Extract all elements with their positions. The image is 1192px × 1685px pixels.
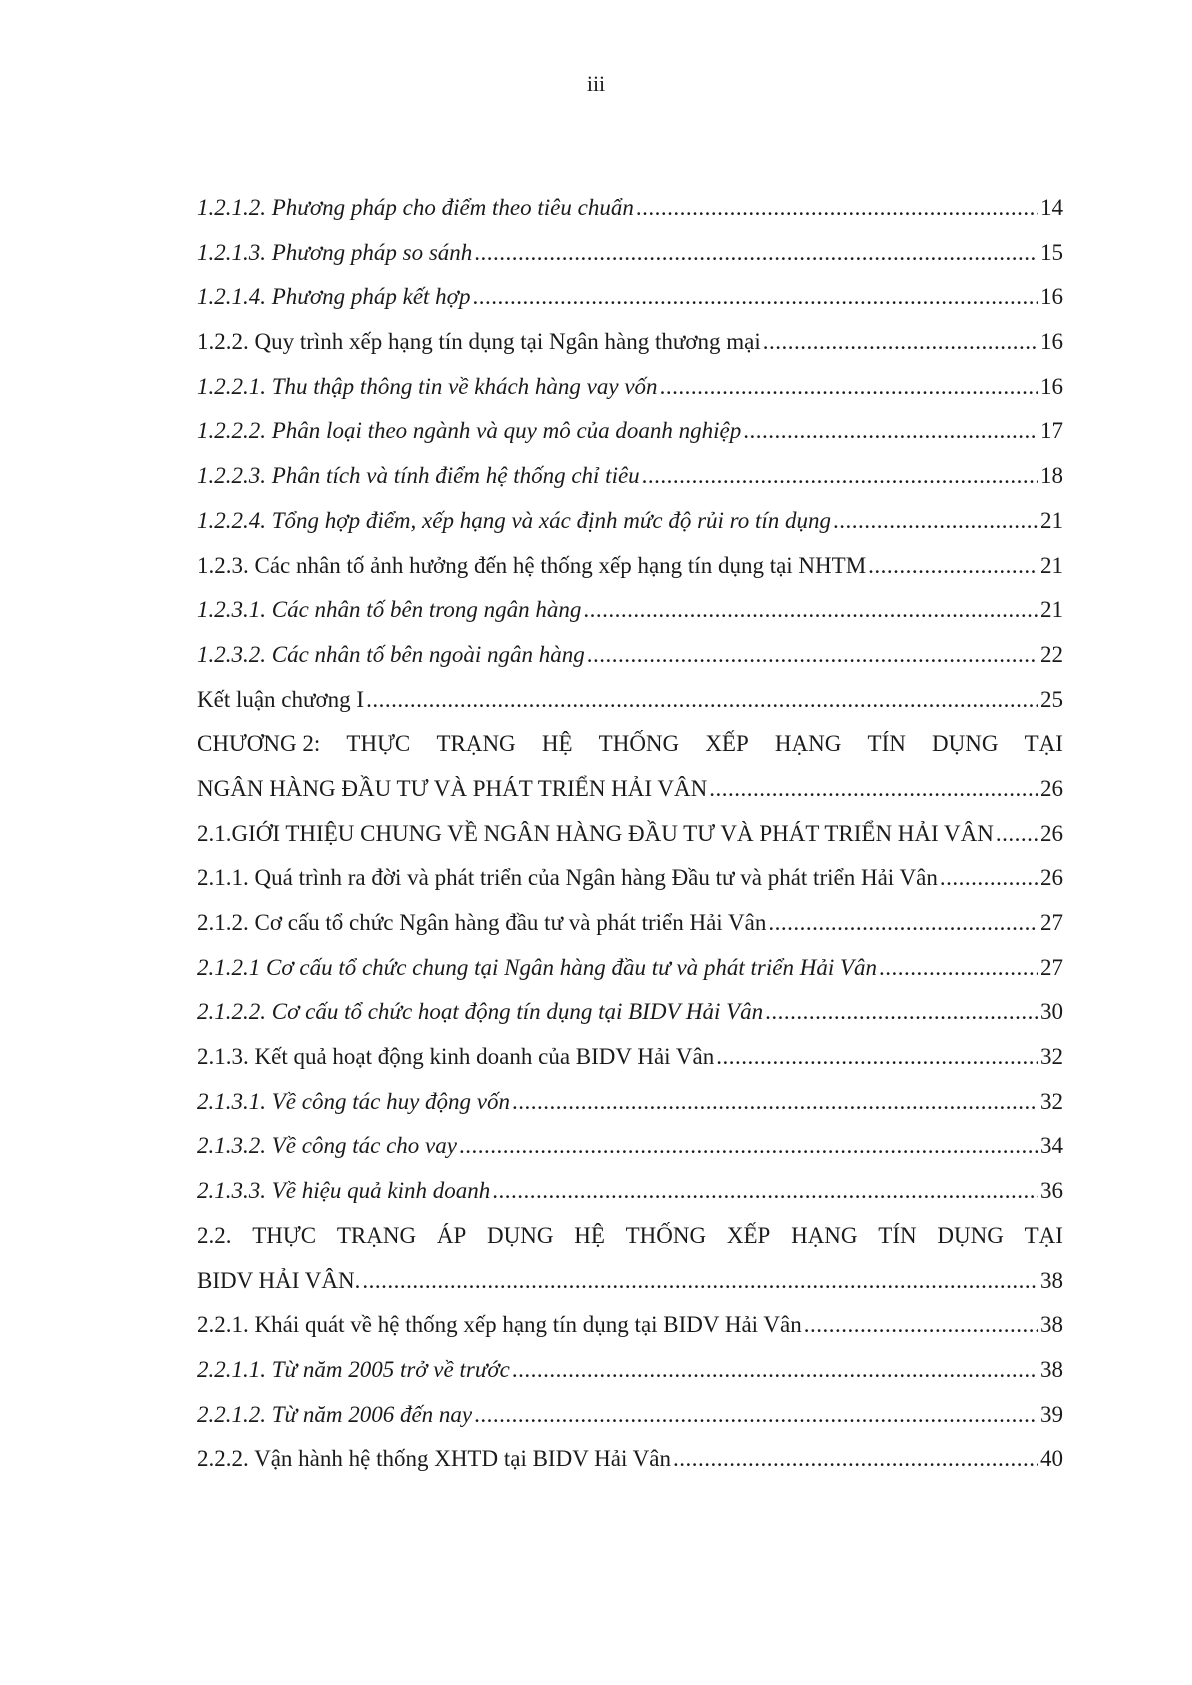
toc-leader-dots: [879, 953, 1038, 983]
toc-entry-text: 2.1.2.2. Cơ cấu tổ chức hoạt động tín dụng tại BIDV Hải Vân: [197, 999, 764, 1025]
toc-entry[interactable]: [197, 416, 1063, 461]
toc-entry-page: 21: [1040, 597, 1063, 623]
toc-leader-dots: [366, 685, 1038, 715]
toc-section-2-2: [197, 1310, 1063, 1489]
toc-entry-page: 27: [1040, 910, 1063, 935]
toc-entry-text: 1.2.1.2. Phương pháp cho điểm theo tiêu chuẩn: [197, 195, 634, 220]
heading-word: HẠNG: [791, 1222, 858, 1248]
toc-entry-page: 21: [1040, 507, 1063, 533]
toc-entry-page: 34: [1040, 1133, 1063, 1159]
toc-entry[interactable]: [197, 819, 1063, 864]
toc-entry-text: 2.1.3.1. Về công tác huy động vốn: [197, 1088, 510, 1114]
table-of-contents: [197, 193, 1063, 1489]
section22-heading-line2[interactable]: [197, 1266, 1063, 1311]
toc-entry-page: 17: [1040, 418, 1063, 444]
toc-entry[interactable]: [197, 327, 1063, 372]
toc-leader-dots: [709, 774, 1038, 804]
toc-entry-page: 25: [1040, 686, 1063, 712]
heading-word: XẾP: [726, 1222, 771, 1248]
heading-word: TRẠNG: [436, 731, 516, 757]
toc-entry-text: 2.2.1.1. Từ năm 2005 trở về trước: [197, 1356, 510, 1382]
toc-entry-page: 15: [1040, 239, 1063, 265]
toc-entry-text: 1.2.1.3. Phương pháp so sánh: [197, 239, 473, 265]
toc-entry-page: 38: [1040, 1312, 1063, 1338]
heading-word: DỤNG: [932, 731, 999, 757]
toc-leader-dots: [583, 595, 1038, 625]
toc-leader-dots: [512, 1087, 1038, 1117]
toc-entry-text: 2.2.1. Khái quát về hệ thống xếp hạng tín dụng tại BIDV Hải Vân: [197, 1312, 802, 1338]
toc-entry-text: 2.2.1.2. Từ năm 2006 đến nay: [197, 1401, 473, 1427]
toc-entry-text: 2.1.GIỚI THIỆU CHUNG VỀ NGÂN HÀNG ĐẦU TƯ VÀ PHÁT TRIỂN HẢI VÂN: [197, 820, 994, 846]
heading-word: THỐNG: [598, 731, 680, 757]
toc-entry-page: 32: [1040, 1044, 1063, 1070]
toc-entry-text: Kết luận chương I: [197, 686, 365, 712]
toc-leader-dots: [743, 416, 1038, 446]
toc-entry-text: BIDV HẢI VÂN.: [197, 1267, 361, 1293]
toc-entry[interactable]: [197, 461, 1063, 506]
toc-entry-text: 2.1.3.2. Về công tác cho vay: [197, 1133, 457, 1159]
toc-entry-page: 21: [1040, 552, 1063, 578]
toc-entry-text: 1.2.2.1. Thu thập thông tin về khách hàng vay vốn: [197, 373, 658, 399]
toc-leader-dots: [587, 640, 1038, 670]
toc-entry-text: 1.2.2.2. Phân loại theo ngành và quy mô của doanh nghiệp: [197, 418, 742, 444]
toc-entry[interactable]: [197, 640, 1063, 685]
toc-entry[interactable]: [197, 953, 1063, 998]
toc-entry-page: 22: [1040, 641, 1063, 667]
toc-entry-page: 16: [1040, 329, 1063, 355]
toc-leader-dots: [660, 372, 1038, 402]
toc-entry[interactable]: [197, 1310, 1063, 1355]
toc-entry[interactable]: [197, 1087, 1063, 1132]
toc-leader-dots: [474, 238, 1038, 268]
toc-entry[interactable]: [197, 1131, 1063, 1176]
toc-entry[interactable]: [197, 908, 1063, 953]
toc-leader-dots: [474, 1400, 1038, 1430]
toc-leader-dots: [868, 551, 1038, 581]
toc-entry[interactable]: [197, 1355, 1063, 1400]
toc-entry-page: 27: [1040, 954, 1063, 980]
toc-leader-dots: [716, 1042, 1038, 1072]
toc-entry[interactable]: [197, 1400, 1063, 1445]
toc-leader-dots: [833, 506, 1038, 536]
chapter2-heading-line1: [197, 729, 1063, 774]
heading-word: THỰC: [346, 731, 411, 757]
toc-entry-text: 1.2.3.2. Các nhân tố bên ngoài ngân hàng: [197, 641, 585, 667]
heading-word: 2.2.: [197, 1222, 232, 1248]
toc-entry[interactable]: [197, 372, 1063, 417]
toc-entry-text: 1.2.2. Quy trình xếp hạng tín dụng tại Ngân hàng thương mại: [197, 329, 761, 355]
toc-entry-page: 36: [1040, 1178, 1063, 1204]
toc-leader-dots: [512, 1355, 1038, 1385]
toc-entry[interactable]: [197, 685, 1063, 730]
heading-word: ÁP: [436, 1222, 467, 1248]
toc-leader-dots: [996, 819, 1038, 849]
toc-leader-dots: [362, 1266, 1038, 1296]
heading-word: HỆ: [541, 731, 573, 757]
toc-leader-dots: [472, 282, 1038, 312]
toc-leader-dots: [765, 997, 1038, 1027]
toc-entry-text: 1.2.3.1. Các nhân tố bên trong ngân hàng: [197, 597, 582, 623]
toc-entry-text: 1.2.3. Các nhân tố ảnh hưởng đến hệ thống xếp hạng tín dụng tại NHTM: [197, 552, 867, 578]
toc-entry-page: 38: [1040, 1356, 1063, 1382]
heading-word: CHƯƠNG 2:: [197, 731, 321, 757]
heading-word: TÍN: [867, 731, 906, 757]
toc-leader-dots: [768, 908, 1038, 938]
toc-entry-page: 30: [1040, 999, 1063, 1025]
toc-entry[interactable]: [197, 282, 1063, 327]
toc-leader-dots: [673, 1444, 1038, 1474]
heading-word: TẠI: [1024, 731, 1063, 757]
toc-entry-text: NGÂN HÀNG ĐẦU TƯ VÀ PHÁT TRIỂN HẢI VÂN: [197, 775, 708, 801]
toc-entry-text: 2.1.3.3. Về hiệu quả kinh doanh: [197, 1178, 491, 1204]
toc-entry-text: 1.2.1.4. Phương pháp kết hợp: [197, 284, 471, 310]
toc-entry-page: 18: [1040, 463, 1063, 489]
toc-section-chapter1: [197, 193, 1063, 729]
toc-entry-text: 2.2.2. Vận hành hệ thống XHTD tại BIDV Hải Vân: [197, 1446, 671, 1472]
toc-entry-page: 16: [1040, 373, 1063, 399]
toc-entry-page: 14: [1040, 195, 1063, 220]
toc-entry-text: 2.1.3. Kết quả hoạt động kinh doanh của BIDV Hải Vân: [197, 1044, 715, 1070]
heading-word: HẠNG: [774, 731, 842, 757]
chapter2-heading-line2[interactable]: [197, 774, 1063, 819]
heading-word: DỤNG: [487, 1222, 554, 1248]
toc-entry[interactable]: [197, 997, 1063, 1042]
heading-word: TRẠNG: [336, 1222, 417, 1248]
toc-entry[interactable]: [197, 595, 1063, 640]
toc-entry[interactable]: [197, 506, 1063, 551]
toc-leader-dots: [492, 1176, 1038, 1206]
toc-entry-page: 26: [1040, 865, 1063, 891]
toc-entry-text: 2.1.1. Quá trình ra đời và phát triển của Ngân hàng Đầu tư và phát triển Hải Vân: [197, 865, 938, 891]
toc-leader-dots: [940, 863, 1038, 893]
toc-entry-text: 2.1.2. Cơ cấu tổ chức Ngân hàng đầu tư và phát triển Hải Vân: [197, 910, 767, 935]
toc-entry-page: 26: [1040, 775, 1063, 801]
toc-entry-page: 39: [1040, 1401, 1063, 1427]
heading-word: TÍN: [878, 1222, 917, 1248]
toc-entry-text: 1.2.2.4. Tổng hợp điểm, xếp hạng và xác định mức độ rủi ro tín dụng: [197, 507, 832, 533]
toc-leader-dots: [642, 461, 1038, 491]
toc-leader-dots: [636, 193, 1038, 223]
toc-entry-page: 32: [1040, 1088, 1063, 1114]
page-number: iii: [586, 71, 606, 96]
toc-entry[interactable]: [197, 193, 1063, 238]
section22-heading-line1: [197, 1221, 1063, 1266]
heading-word: THỐNG: [625, 1222, 707, 1248]
toc-entry-text: 1.2.2.3. Phân tích và tính điểm hệ thống chỉ tiêu: [197, 463, 640, 489]
heading-word: THỰC: [252, 1222, 317, 1248]
toc-entry-text: 2.1.2.1 Cơ cấu tổ chức chung tại Ngân hàng đầu tư và phát triển Hải Vân: [197, 954, 878, 980]
toc-entry-page: 40: [1040, 1446, 1063, 1472]
toc-entry[interactable]: [197, 1042, 1063, 1087]
heading-word: XẾP: [705, 731, 749, 757]
toc-entry-page: 16: [1040, 284, 1063, 310]
toc-entry[interactable]: [197, 1444, 1063, 1489]
toc-section-2-1: [197, 819, 1063, 1221]
heading-word: TẠI: [1024, 1222, 1063, 1248]
toc-leader-dots: [459, 1131, 1038, 1161]
toc-entry[interactable]: [197, 551, 1063, 596]
heading-word: HỆ: [574, 1222, 605, 1248]
toc-leader-dots: [804, 1310, 1038, 1340]
toc-entry[interactable]: [197, 238, 1063, 283]
toc-entry[interactable]: [197, 1176, 1063, 1221]
toc-entry-page: 26: [1040, 820, 1063, 846]
heading-word: DỤNG: [937, 1222, 1004, 1248]
toc-entry[interactable]: [197, 863, 1063, 908]
toc-leader-dots: [763, 327, 1038, 357]
toc-entry-page: 38: [1040, 1267, 1063, 1293]
